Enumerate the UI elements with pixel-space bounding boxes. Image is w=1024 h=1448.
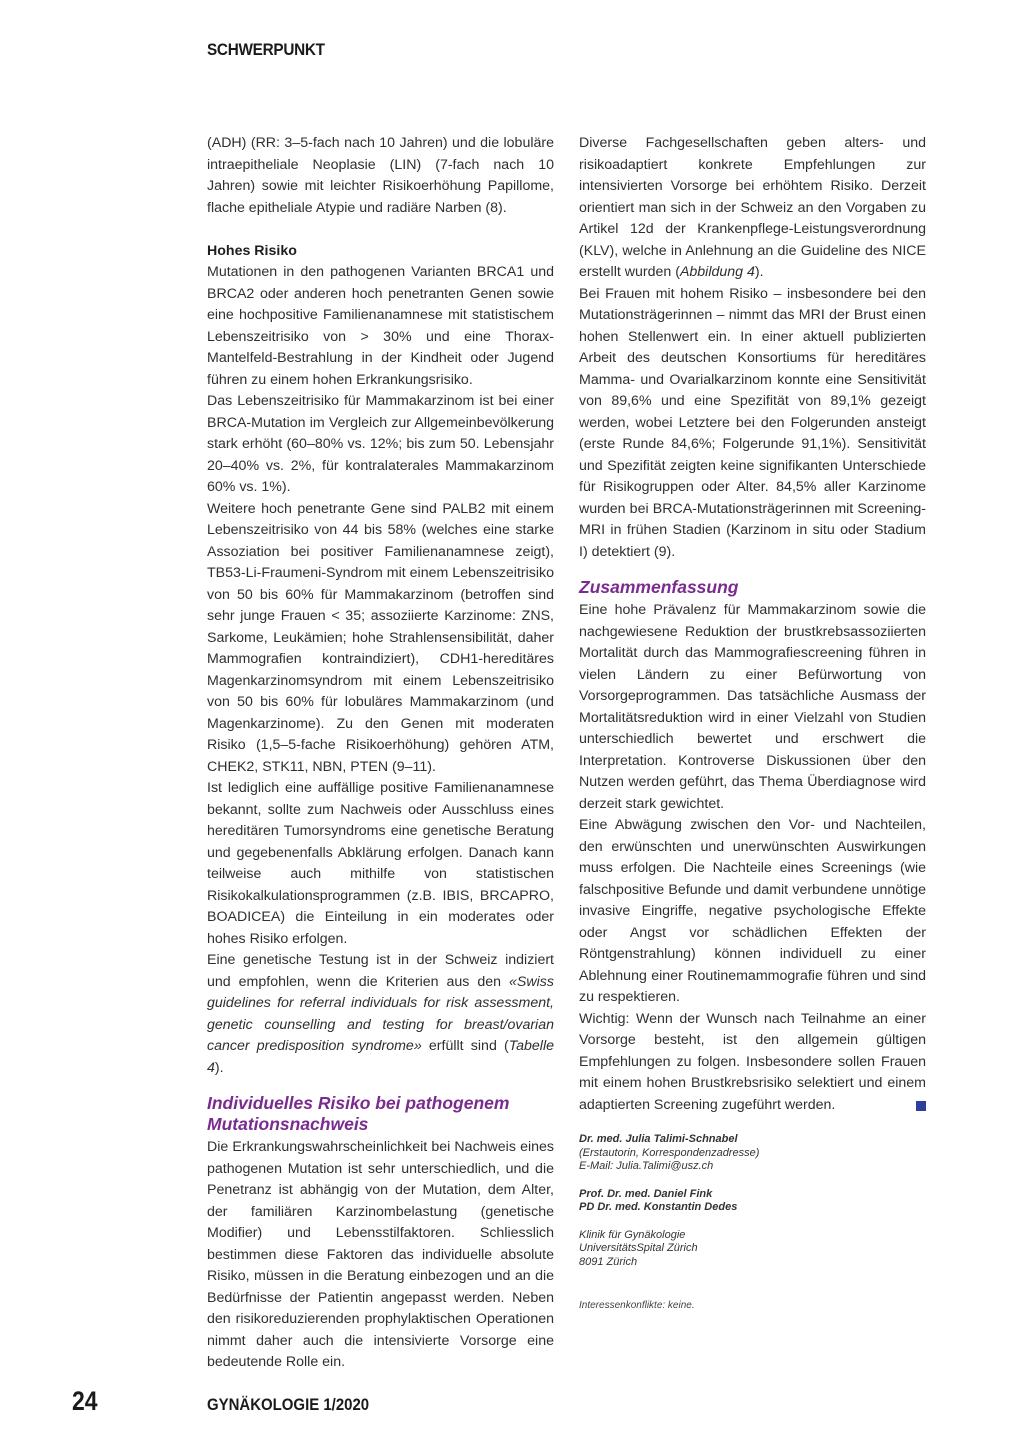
paragraph: Bei Frauen mit hohem Risiko – insbesondere bei den Mutationsträgerinnen – nimmt das MRI der Brust einen hohen Stellenwert ein. In einer aktuell publizierten Arbeit des deutschen Konsortiums für hereditäres Mamma- und Ovarialkarzinom konnte eine Sensitivität von 89,6% und eine Spezifität von 89,1% gezeigt werden, wobei Letztere bei den Folgerunden ansteigt (erste Runde 84,6%; Folgerunde 91,1%). Sensitivität und Spezifität zeigten keine signifikanten Unterschiede für Risikogruppen oder Alter. 84,5% aller Karzinome wurden bei BRCA-Mutationsträgerinnen mit Screening-MRI in frühen Stadien (Karzinom in situ oder Stadium I) detektiert (9). <box>579 285 926 560</box>
paragraph: Ist lediglich eine auffällige positive Familienanamnese bekannt, sollte zum Nachweis oder Ausschluss eines hereditären Tumorsyndroms eine genetische Beratung und gegebenenfalls Abklärung erfolgen. Danach kann teilweise auch mithilfe von statistischen Risikokalkulationsprogrammen (z.B. IBIS, BRCAPRO, BOADICEA) die Einteilung in ein moderates oder hohes Risiko erfolgen. <box>207 780 554 947</box>
author-info <box>579 1133 926 1313</box>
institution-line: UniversitätsSpital Zürich <box>579 1242 698 1254</box>
conflict-of-interest: Interessenkonflikte: keine. <box>579 1300 695 1311</box>
figure-reference: Abbildung 4 <box>679 264 755 280</box>
text-run: Wichtig: Wenn der Wunsch nach Teilnahme an einer Vorsorge besteht, ist den allgemein gültigen Empfehlungen zu folgen. Insbesondere sollen Frauen mit einem hohen Brustkrebsrisiko selektiert und einem adaptierten Screening zugeführt werden. <box>579 1010 926 1113</box>
author-email: E-Mail: Julia.Talimi@usz.ch <box>579 1160 714 1172</box>
paragraph: Weitere hoch penetrante Gene sind PALB2 mit einem Lebenszeitrisiko von 44 bis 58% (welches eine starke Assoziation bei positiver Familienanamnese zeigt), TB53-Li-Fraumeni-Syndrom mit einem Lebenszeitrisiko von 50 bis 60% für Mammakarzinom (betroffen sind sehr junge Frauen < 35; assoziierte Karzinome: ZNS, Sarkome, Leukämien; hohe Strahlensensibilität, daher Mammografien kontraindiziert), CDH1-hereditäres Magenkarzinomsyndrom mit einem Lebenszeitrisiko von 50 bis 60% für lobuläres Mammakarzinom (und Magenkarzinome). Zu den Genen mit moderaten Risiko (1,5–5-fache Risikoerhöhung) gehören ATM, CHEK2, STK11, NBN, PTEN (9–11). <box>207 500 554 775</box>
subheading-high-risk: Hohes Risiko <box>207 242 297 259</box>
text-run: erfüllt sind ( <box>421 1038 509 1054</box>
text-run: Diverse Fachgesellschaften geben alters- und risikoadaptiert konkrete Empfehlungen zur intensivierten Vorsorge bei erhöhtem Risiko. Derzeit orientiert man sich in der Schweiz an den Vorgaben zu Artikel 12d der Krankenpflege-Leistungsverordnung (KLV), welche in Anlehnung an die Guideline des NICE erstellt wurden ( <box>579 135 926 280</box>
page-number: 24 <box>72 1386 98 1416</box>
table-reference: Tabelle 4 <box>207 1038 554 1076</box>
paragraph <box>579 133 926 284</box>
journal-issue: GYNÄKOLOGIE 1/2020 <box>207 1395 370 1414</box>
left-column <box>207 133 554 1374</box>
institution-line: Klinik für Gynäkologie <box>579 1228 686 1241</box>
paragraph <box>207 950 554 1079</box>
author-role: (Erstautorin, Korrespondenzadresse) <box>579 1146 760 1159</box>
author-name: Dr. med. Julia Talimi-Schnabel <box>579 1133 738 1145</box>
end-of-article-icon <box>916 1101 926 1111</box>
section-header: SCHWERPUNKT <box>207 40 325 59</box>
text-run: Eine genetische Testung ist in der Schweiz indiziert und empfohlen, wenn die Kriterien aus den <box>207 952 554 990</box>
guideline-title: «Swiss guidelines for referral individuals for risk assessment, genetic counselling and testing for breast/ovarian cancer predisposition syndrome» <box>207 973 554 1054</box>
institution-line: 8091 Zürich <box>579 1255 638 1268</box>
paragraph: Eine hohe Prävalenz für Mammakarzinom sowie die nachgewiesene Reduktion der brustkrebsassoziierten Mortalität durch das Mammografiescreening führen in vielen Ländern zu einer Befürwortung von Vorsorgeprogrammen. Das tatsächliche Ausmass der Mortalitätsreduktion wird in einer Vielzahl von Studien unterschiedlich bewertet und erschwert die Interpretation. Kontroverse Diskussionen über den Nutzen werden geführt, das Thema Überdiagnose wird derzeit stark gewichtet. <box>579 602 926 812</box>
right-column <box>579 133 926 1116</box>
paragraph: Eine Abwägung zwischen den Vor- und Nachteilen, den erwünschten und unerwünschten Auswirkungen muss erfolgen. Die Nachteile eines Screenings (wie falschpositive Befunde und damit verbundene unnötige invasive Eingriffe, negative psychologische Effekte oder Angst vor schädlichen Effekten der Röntgenstrahlung) können individuell zu einer Ablehnung einer Routinemammografie führen und sind zu respektieren. <box>579 817 926 1005</box>
section-title-individual-risk: Individuelles Risiko bei pathogenem Mutationsnachweis <box>207 1093 510 1134</box>
author-name: PD Dr. med. Konstantin Dedes <box>579 1201 738 1213</box>
text-run: ). <box>754 264 764 280</box>
paragraph: Mutationen in den pathogenen Varianten BRCA1 und BRCA2 oder anderen hoch penetranten Genen sowie eine hochpositive Familienanamnese mit statistischem Lebenszeitrisiko von > 30% und eine Thorax-Mantelfeld-Bestrahlung in der Kindheit oder Jugend führen zu einem hohen Erkrankungsrisiko. <box>207 264 554 388</box>
text-run: ). <box>214 1059 224 1076</box>
paragraph <box>579 1009 926 1117</box>
section-title-summary: Zusammenfassung <box>579 577 739 597</box>
paragraph: Das Lebenszeitrisiko für Mammakarzinom ist bei einer BRCA-Mutation im Vergleich zur Allgemeinbevölkerung stark erhöht (60–80% vs. 12%; bis zum 50. Lebensjahr 20–40% vs. 2%, für kontralaterales Mammakarzinom 60% vs. 1%). <box>207 393 554 495</box>
author-name: Prof. Dr. med. Daniel Fink <box>579 1187 713 1200</box>
paragraph: Die Erkrankungswahrscheinlichkeit bei Nachweis eines pathogenen Mutation ist sehr unterschiedlich, und die Penetranz ist abhängig von der Mutation, dem Alter, der familiären Karzinombelastung (genetische Modifier) und Lebensstilfaktoren. Schliesslich bestimmen diese Faktoren das individuelle absolute Risiko, müssen in die Beratung einbezogen und an die Bedürfnisse der Patientin angepasst werden. Neben den risikoreduzierenden prophylaktischen Operationen nimmt daher auch die intensivierte Vorsorge eine bedeutende Rolle ein. <box>207 1139 554 1370</box>
paragraph: (ADH) (RR: 3–5-fach nach 10 Jahren) und die lobuläre intraepitheliale Neoplasie (LIN) (7-fach nach 10 Jahren) sowie mit leichter Risikoerhöhung Papillome, flache epitheliale Atypie und radiäre Narben (8). <box>207 135 554 216</box>
